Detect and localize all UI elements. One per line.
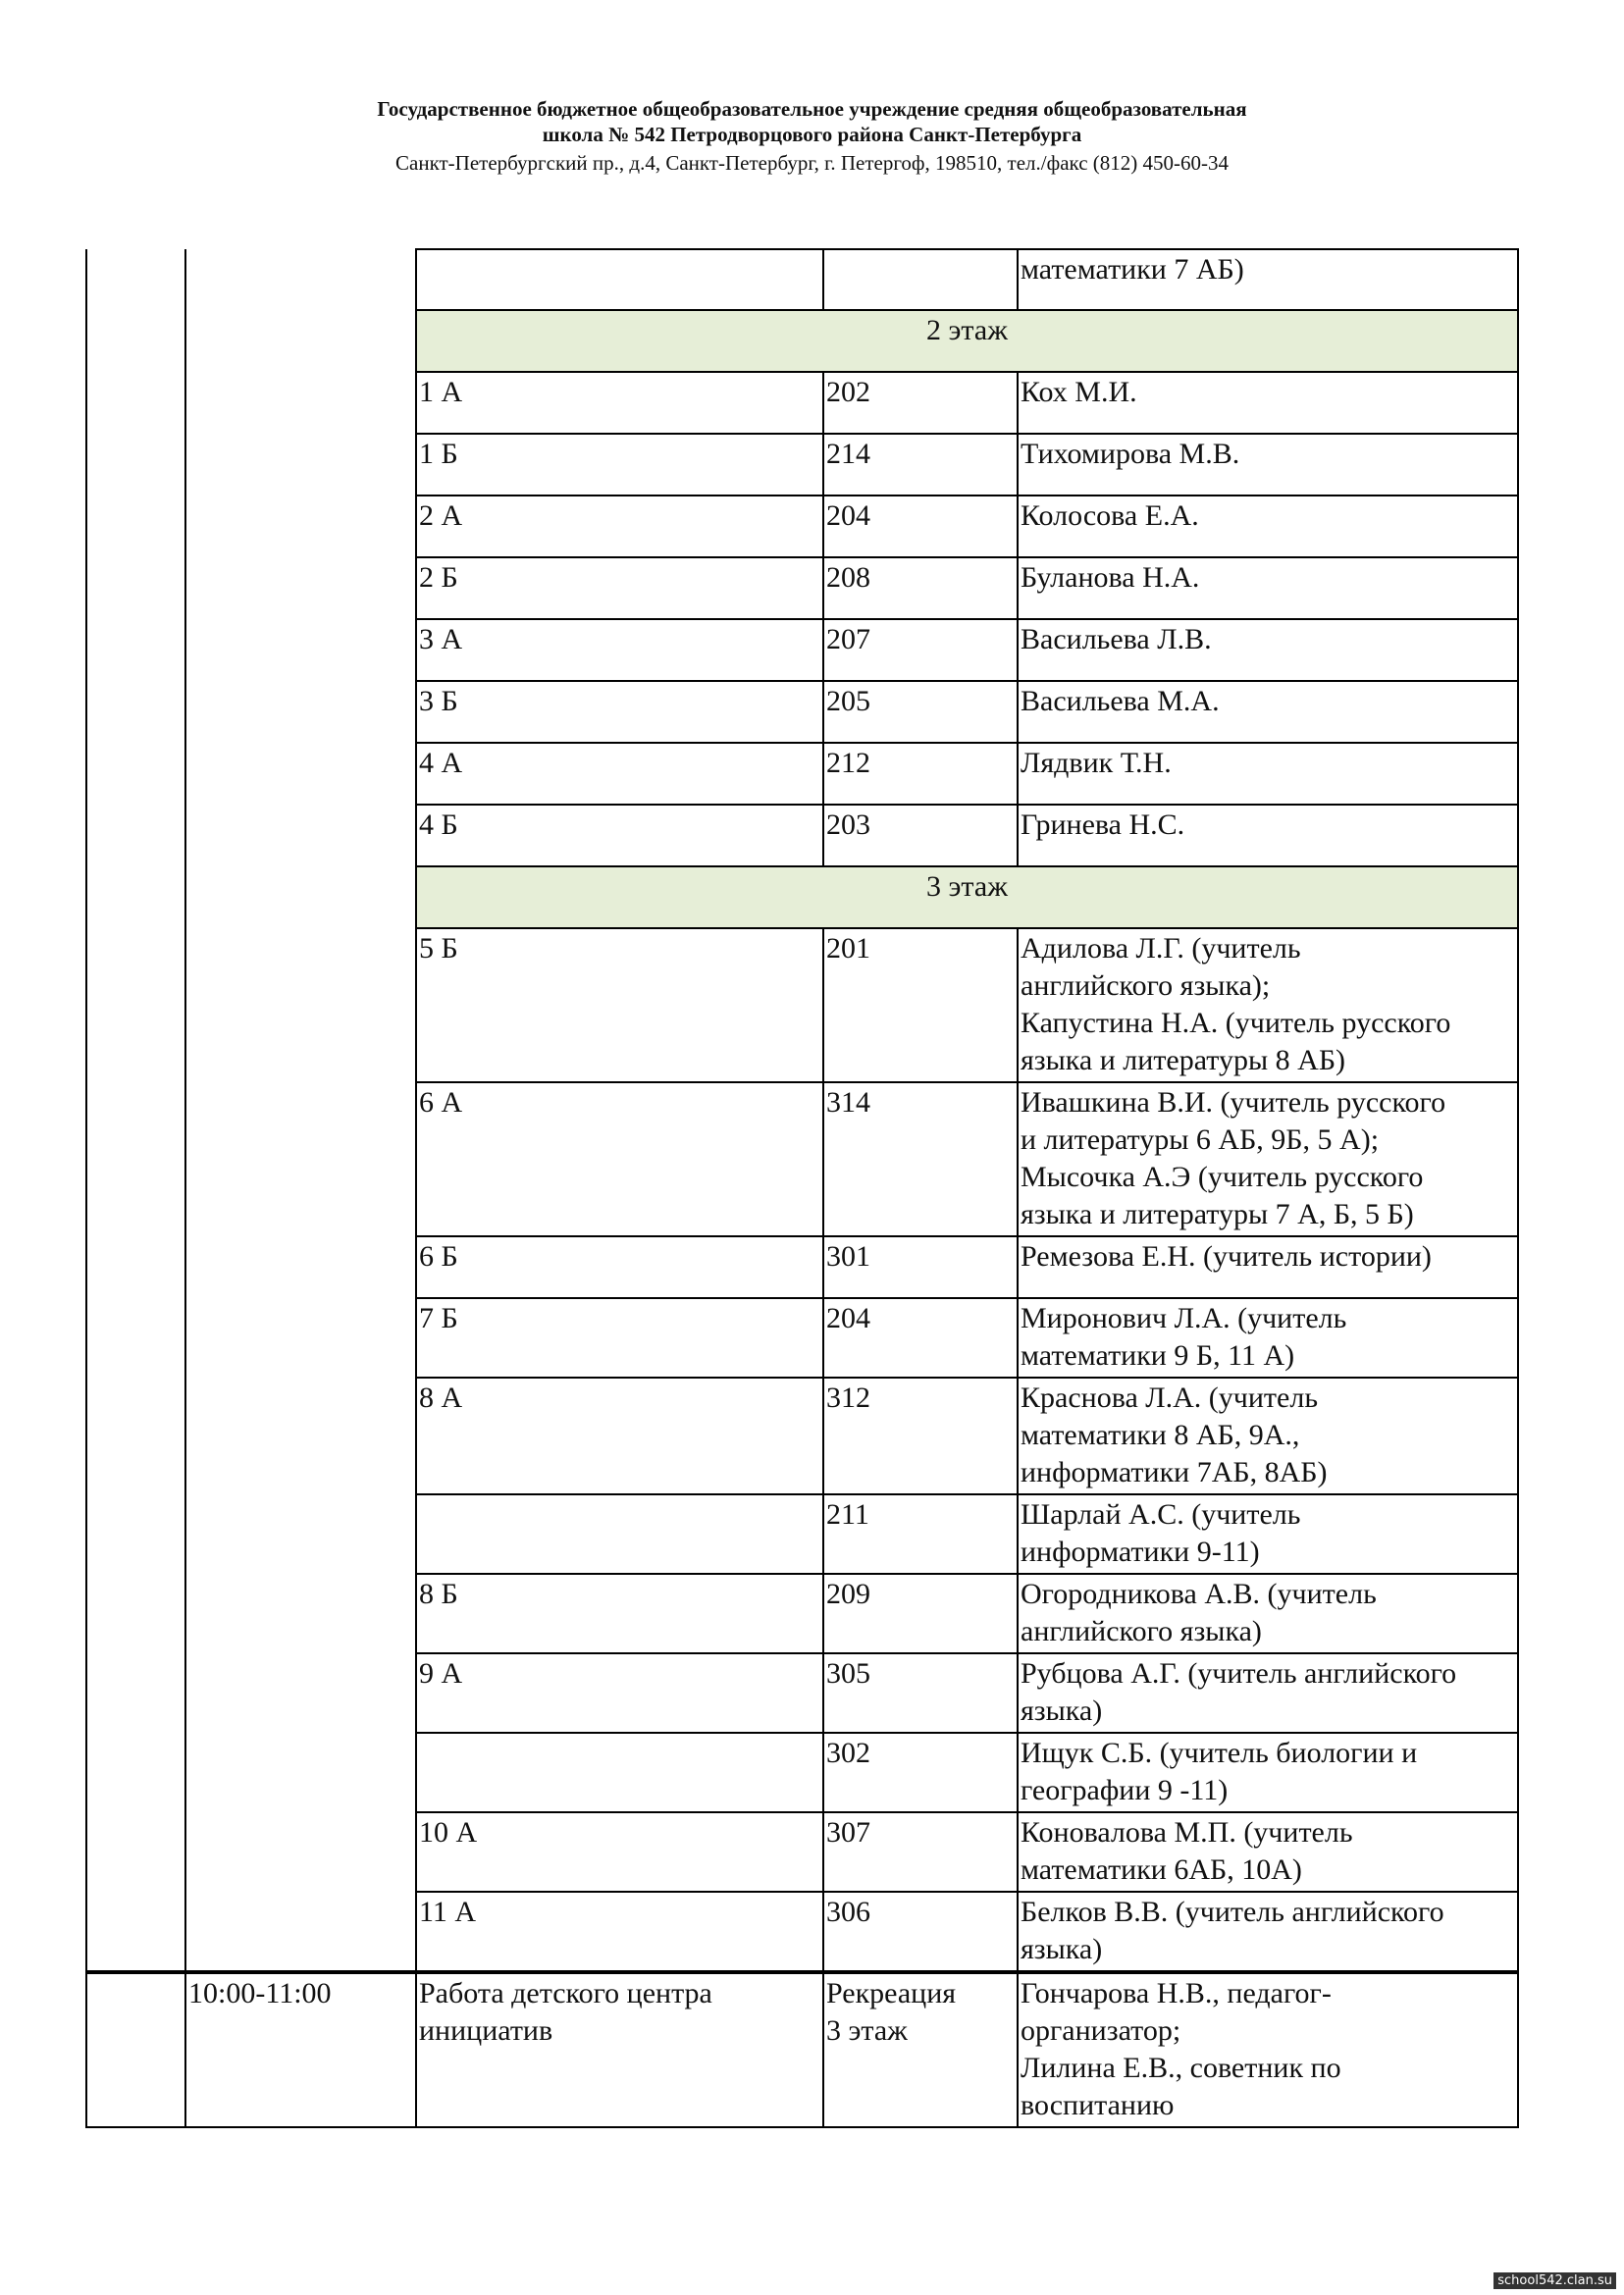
cell-place-line: 3 этаж <box>826 2014 908 2047</box>
cell-person <box>1018 1972 1518 2127</box>
cell-class: 11 А <box>416 1892 823 1972</box>
cell-person-line: Ищук С.Б. (учитель биологии и <box>1021 1737 1418 1769</box>
cell-class: 10 А <box>416 1812 823 1892</box>
cell-person: Васильева М.А. <box>1018 681 1518 743</box>
cell-class: 4 Б <box>416 805 823 866</box>
cell-index <box>86 1972 185 2127</box>
cell-class: 1 А <box>416 372 823 434</box>
cell-class: 3 Б <box>416 681 823 743</box>
cell-person-line: Ивашкина В.И. (учитель русского <box>1021 1086 1446 1119</box>
cell-person-line: языка и литературы 7 А, Б, 5 Б) <box>1021 1198 1414 1230</box>
cell-person: Буланова Н.А. <box>1018 557 1518 619</box>
cell-person <box>1018 1812 1518 1892</box>
cell-person <box>1018 1378 1518 1494</box>
cell-class: 8 А <box>416 1378 823 1494</box>
header-org-line1: Государственное бюджетное общеобразовательное учреждение средняя общеобразовательная <box>377 97 1247 121</box>
cell-room: 204 <box>823 496 1018 557</box>
cell-event-line: инициатив <box>419 2014 553 2047</box>
cell-person-line: математики 9 Б, 11 А) <box>1021 1339 1295 1372</box>
cell-person-line: Гончарова Н.В., педагог- <box>1021 1977 1332 2009</box>
cell-room: 209 <box>823 1574 1018 1653</box>
cell-room: 208 <box>823 557 1018 619</box>
cell-person-line: математики 6АБ, 10А) <box>1021 1853 1302 1886</box>
cell-person: Колосова Е.А. <box>1018 496 1518 557</box>
cell-person-line: воспитанию <box>1021 2089 1175 2121</box>
cell-person-line: английского языка) <box>1021 1615 1262 1647</box>
cell-person-line: языка) <box>1021 1695 1103 1727</box>
cell-class: 9 А <box>416 1653 823 1733</box>
cell-person: математики 7 АБ) <box>1018 249 1518 310</box>
floor-label-2: 2 этаж <box>416 310 1518 372</box>
cell-class: 1 Б <box>416 434 823 496</box>
cell-room: 312 <box>823 1378 1018 1494</box>
cell-person <box>1018 1653 1518 1733</box>
cell-class: 5 Б <box>416 928 823 1082</box>
cell-class: 2 А <box>416 496 823 557</box>
cell-person-line: Мысочка А.Э (учитель русского <box>1021 1161 1424 1193</box>
cell-person <box>1018 1298 1518 1378</box>
cell-person-line: Рубцова А.Г. (учитель английского <box>1021 1657 1457 1690</box>
cell-room: 212 <box>823 743 1018 805</box>
cell-person-line: Лилина Е.В., советник по <box>1021 2052 1341 2084</box>
cell-room: 201 <box>823 928 1018 1082</box>
cell-room: 214 <box>823 434 1018 496</box>
cell-room: 314 <box>823 1082 1018 1236</box>
floor-label-3: 3 этаж <box>416 866 1518 928</box>
schedule-table-body <box>86 249 1518 2127</box>
cell-person <box>1018 1892 1518 1972</box>
cell-person-line: Коновалова М.П. (учитель <box>1021 1816 1353 1849</box>
cell-person <box>1018 1236 1518 1298</box>
cell-class: 2 Б <box>416 557 823 619</box>
cell-room: 205 <box>823 681 1018 743</box>
cell-place <box>823 1972 1018 2127</box>
cell-person-line: математики 8 АБ, 9А., <box>1021 1419 1300 1451</box>
cell-event <box>416 1972 823 2127</box>
cell-person <box>1018 1574 1518 1653</box>
cell-room: 211 <box>823 1494 1018 1574</box>
cell-room: 307 <box>823 1812 1018 1892</box>
cell-person: Тихомирова М.В. <box>1018 434 1518 496</box>
cell-person-line: Миронович Л.А. (учитель <box>1021 1302 1347 1334</box>
cell-person-line: Адилова Л.Г. (учитель <box>1021 932 1301 965</box>
cell-person-line: Шарлай А.С. (учитель <box>1021 1498 1301 1531</box>
cell-person-line: географии 9 -11) <box>1021 1774 1229 1806</box>
cell-room: 204 <box>823 1298 1018 1378</box>
cell-person-line: языка) <box>1021 1933 1103 1965</box>
header-org-line2: школа № 542 Петродворцового района Санкт-Петербурга <box>542 123 1082 146</box>
cell-person-line: Ремезова Е.Н. (учитель истории) <box>1021 1240 1432 1273</box>
cell-class: 8 Б <box>416 1574 823 1653</box>
cell-class: 4 А <box>416 743 823 805</box>
cell-person <box>1018 928 1518 1082</box>
event-row <box>86 1972 1518 2127</box>
cell-class: 7 Б <box>416 1298 823 1378</box>
cell-person: Лядвик Т.Н. <box>1018 743 1518 805</box>
cell-person: Кох М.И. <box>1018 372 1518 434</box>
cell-room: 203 <box>823 805 1018 866</box>
outer-col-1 <box>86 249 185 1972</box>
cell-room: 305 <box>823 1653 1018 1733</box>
cell-room: 202 <box>823 372 1018 434</box>
cell-person-line: Белков В.В. (учитель английского <box>1021 1896 1444 1928</box>
cell-person-line: Капустина Н.А. (учитель русского <box>1021 1007 1451 1039</box>
cell-room: 301 <box>823 1236 1018 1298</box>
cell-room: 306 <box>823 1892 1018 1972</box>
cell-person: Гринева Н.С. <box>1018 805 1518 866</box>
header-address: Санкт-Петербургский пр., д.4, Санкт-Петербург, г. Петергоф, 198510, тел./факс (812) 450-60-34 <box>395 151 1229 175</box>
cell-event-line: Работа детского центра <box>419 1977 712 2009</box>
cell-person <box>1018 1494 1518 1574</box>
cell-class: 6 Б <box>416 1236 823 1298</box>
cell-person-line: информатики 9-11) <box>1021 1536 1260 1568</box>
cell-person-line: организатор; <box>1021 2014 1181 2047</box>
outer-col-2 <box>185 249 416 1972</box>
continuation-row <box>86 249 1518 310</box>
site-watermark: school542.clan.su <box>1493 2272 1616 2289</box>
cell-person-line: английского языка); <box>1021 969 1271 1002</box>
cell-time: 10:00-11:00 <box>185 1972 416 2127</box>
cell-class: 6 А <box>416 1082 823 1236</box>
schedule-table <box>85 248 1519 2128</box>
cell-place-line: Рекреация <box>826 1977 957 2009</box>
cell-class <box>416 1733 823 1812</box>
document-header <box>0 96 1624 177</box>
cell-person-line: информатики 7АБ, 8АБ) <box>1021 1456 1328 1488</box>
cell-class: 3 А <box>416 619 823 681</box>
cell-class <box>416 1494 823 1574</box>
cell-room <box>823 249 1018 310</box>
cell-room: 302 <box>823 1733 1018 1812</box>
cell-person-line: Краснова Л.А. (учитель <box>1021 1382 1319 1414</box>
cell-person-line: и литературы 6 АБ, 9Б, 5 А); <box>1021 1123 1380 1156</box>
cell-person <box>1018 1082 1518 1236</box>
cell-person <box>1018 1733 1518 1812</box>
cell-person-line: языка и литературы 8 АБ) <box>1021 1044 1346 1076</box>
cell-person: Васильева Л.В. <box>1018 619 1518 681</box>
cell-class <box>416 249 823 310</box>
cell-person-line: Огородникова А.В. (учитель <box>1021 1578 1377 1610</box>
cell-room: 207 <box>823 619 1018 681</box>
